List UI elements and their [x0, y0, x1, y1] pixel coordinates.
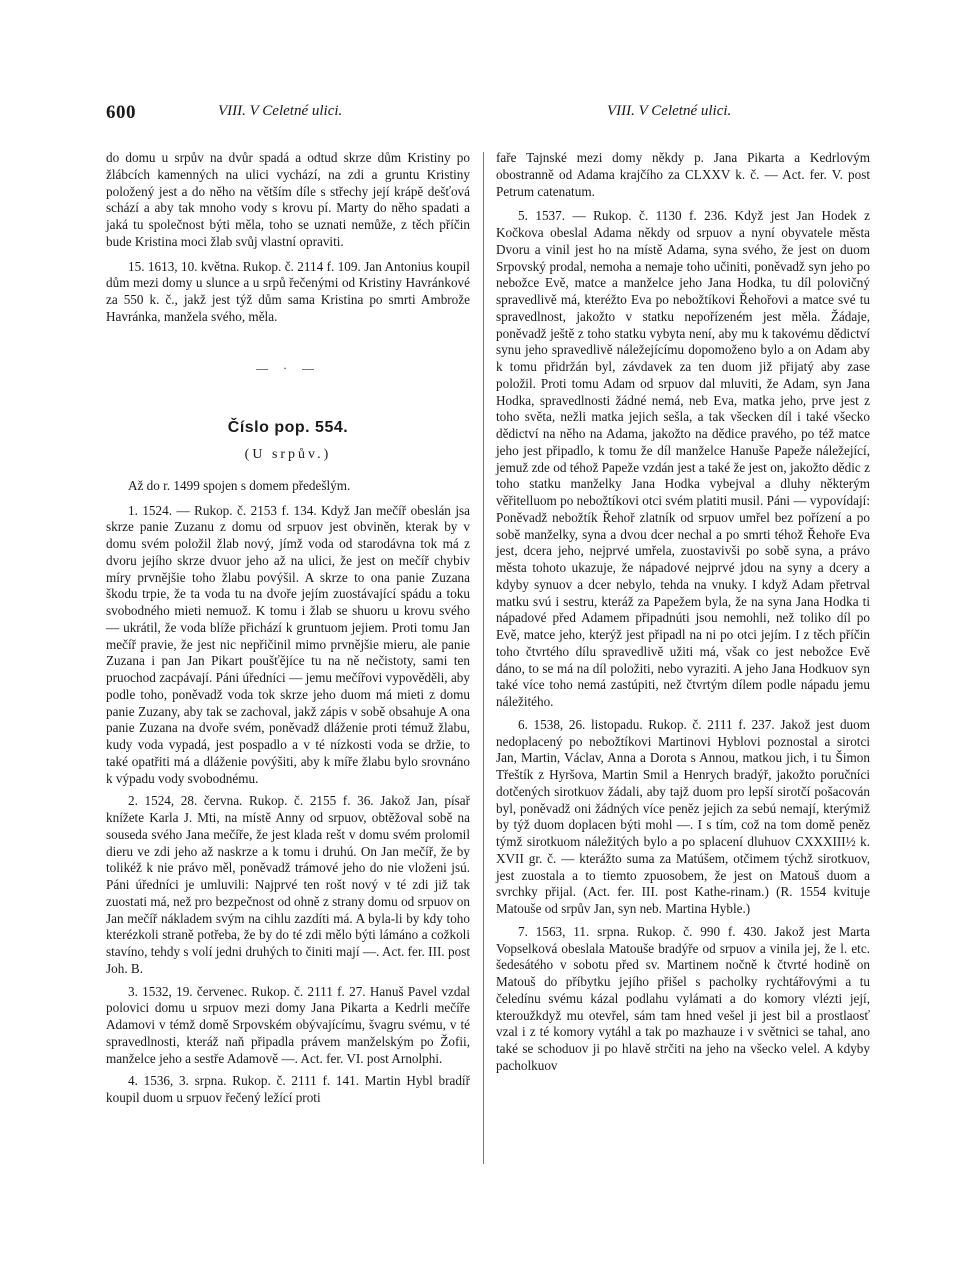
entry-1: 1. 1524. — Rukop. č. 2153 f. 134. Když Jan mečíř obeslán jsa skrze panie Zuzanu z domu od srpuov jest obviněn, kterak by v domu svém položil žlab nový, jímž voda od starodávna tok má z dvoru jejího skrze dvuor jeho až na ulici, že jest on mečíř chybiv míry prvnějšie toho žlabu povýšil. A skrze to ona panie Zuzana škodu trpie, že ta voda tu na dvoře jejím zuostávající spádu a toku svobodného mieti nemuož. K tomu i žlab se shuoru u krovu svého — ukrátil, že voda blíže přichází k gruntuom jejiem. Proti tomu Jan mečíř pravie, že jest nic nepřičinil mimo prvnějšie mieru, ale panie Zuzana i pan Jan Pikart poušťějíce tu na ně nečistoty, sami ten pruochod zacpávají. Páni úředníci — jemu mečířovi vypověděli, aby podle toho, poněvadž voda tok skrze jeho duom má mieti z domu panie Zuzany, aby tak se zachoval, jakž zápis v sobě obsahuje A ona panie Zuzana na dvoře svém, poněvadž dláženie proti témuž žlabu, kudy voda vypadá, jest pospadlo a v té nízkosti voda se držie, to také opatřiti má a dláženie povýšiti, aby k míře žlabu bylo srovnáno k výpadu vody svobodnému.	[106, 502, 470, 786]
entry-7: 7. 1563, 11. srpna. Rukop. č. 990 f. 430. Jakož jest Marta Vopselková obeslala Matouše bradýře od srpuov a vinila jej, že l. etc. šedesátého v sobotu před sv. Martinem nočně k čtvrté hodině on Matouš do příbytku jejího přišel s pacholky rychtářovými a tu čeledínu svému kázal podlahu vylámati a do komory vlézti její, kteroužkdyž mu otevřel, sám tam hned vešel ji jest bil a prostlaosť vzal i z té komory vytáhl a tak po mazhauze i v světnici se tahal, ano také se schoduov ji po hlavě strčiti na jeho na všecko velel. A kdyby pacholkuov	[496, 923, 870, 1073]
section-intro: Až do r. 1499 spojen s domem předešlým.	[128, 477, 351, 493]
entry-2: 2. 1524, 28. června. Rukop. č. 2155 f. 36. Jakož Jan, písař knížete Karla J. Mti, na místě Anny od srpuov, obtěžoval sobě na souseda svého Jana mečíře, že jest klada rešt v domu svém prolomil dieru ve zdi jeho až naskrze a k tomu i druhú. On Jan mečíř, že by tolikéž k nie právo měl, poněvadž trámové jeho do nie vloženi jsú. Páni úředníci je umluvili: Najprvé ten rošt nový v té zdi již tak zuostati má, než pro bezpečnost od ohně z strany domu od srpuov on Jan mečíř nákladem svým na cihlu zazdíti má. A byla-li by kdy toho kterézkoli straně potřeba, že by do té zdi mělo býti lámáno a cožkoli stavíno, tehdy s volí jedni druhých to činiti mají —. Act. fer. III. post Joh. B.	[106, 793, 470, 976]
section-subheading: (U srpův.)	[244, 447, 332, 462]
entry-5: 5. 1537. — Rukop. č. 1130 f. 236. Když jest Jan Hodek z Kočkova obeslal Adama někdy od srpuov a nyní obyvatele města Dvoru a vinil jest ho na místě Adama, syna svého, že jest on duom Srpovský prodal, nemoha a nemaje toho učiniti, poněvadž syn jeho po nebožce Evě, matce a manželce jeho Jana Hodka, tu díl polovičný spravedlivě má, kteréžto Eva po nebožtíkovi Řehořovi a matce své tu spravedlnost, jakožto v statku nepořízeném jest měla. Žádaje, poněvadž ještě z toho statku vybyta není, aby mu k takovému dědictví synu jeho spravedlivě náležejícímu dopomoženo bylo a on Adam aby k tomu přidržán byl, závdavek za ten duom již přijatý aby zase položil. Proti tomu Adam od srpuov dal mluviti, že Adam, syn Jana Hodka, spravedlnosti žádné nemá, neb Eva, matka jeho, prve jest z toho světa, nežli matka jejich sešla, a tak všecken díl i také všecko dědictví na něho na Adama, jakožto na dědice pravého, po též matce jeho jest připadlo, k tomu že díl manželce Hanuše Papeže náležející, jemuž zde od téhož Papeže vzdán jest a také že jest on, jakožto dědic z toho statku manželky Jana Hodka vybejval a dluhy některým věřitelluom po nebožtíkovi otci svém platiti musil. Páni — vypovídají: Poněvadž nebožtík Řehoř zlatník od srpuov umřel bez pořízení a po sobě manželky, syna a dvou dcer nechal a po smrti téhož Řehoře Eva jest, dcera jeho, nejprvé umřela, zuostavivši po sobě syna, a právo města tohoto ukazuje, že nápadové nejprvé jdou na syny a dcery a kdyby synuov a dcer nebylo, tehda na vnuky. I když Adam přetrval matku svú i sestru, kteráž za Papežem byla, že na syna Jana Hodka ti nápadové před Adamem připadnúti jsou nemohli, než toliko díl po Evě, matce jeho, kterýž jest připadl na ni po otci jejím. I z těch příčin toho čtvrtého dílu spravedlivě užiti má, však co jest nebožce Evě dáno, to se má na díl položiti, nebo vyraziti. A jeho Jana Hodkuov syn také více toho nemá zastúpiti, než čtvrtým dílem podle nápadu jemu náležitého.	[496, 208, 870, 709]
right-column	[496, 150, 870, 1075]
running-head-left: VIII. V Celetné ulici.	[218, 103, 343, 119]
continued-paragraph-right: faře Tajnské mezi domy někdy p. Jana Pikarta a Kedrlovým obostranně od Adama krajčího za CLXXV k. č. — Act. fer. V. post Petrum catenatum.	[496, 150, 870, 199]
entry-15: 15. 1613, 10. května. Rukop. č. 2114 f. 109. Jan Antonius koupil dům mezi domy u slunce a u srpů řečenými od Kristiny Havránkové za 550 k. č., jakž jest týž dům sama Kristina po smrti Ambrože Havránka, manžela svého, měla.	[106, 258, 470, 324]
section-separator: — · —	[256, 360, 320, 375]
entry-3: 3. 1532, 19. červenec. Rukop. č. 2111 f. 27. Hanuš Pavel vzdal polovici domu u srpuov mezi domy Jana Pikarta a Kedrli mečíře Adamovi v témž domě Srpovském obývajícímu, švagru svému, v té spravedlnosti, kteráž naň připadla právem manželským po Žofii, manželce jeho a sestře Adamově —. Act. fer. VI. post Arnolphi.	[106, 983, 470, 1066]
running-head-right: VIII. V Celetné ulici.	[607, 103, 732, 119]
continued-paragraph: do domu u srpův na dvůr spadá a odtud skrze dům Kristiny po žlábcích kamenných na ulici vychází, na zdi a gruntu Kristiny položený jest a do něho na větším díle s střechy její krápě dešťová schází a aby tak mnoho vody s krovu pí. Marty do něho spadati a jaká tu společnost býti měla, toho se uznati nemůže, z těch příčin bude Kristina moci žlab svůj vlastní opraviti.	[106, 150, 470, 249]
section-heading: Číslo pop. 554.	[227, 419, 349, 437]
column-divider	[483, 152, 484, 1164]
left-column	[106, 150, 470, 1107]
entry-4: 4. 1536, 3. srpna. Rukop. č. 2111 f. 141. Martin Hybl bradíř koupil duom u srpuov řečený ležící proti	[106, 1073, 470, 1105]
page-number: 600	[106, 102, 136, 123]
entry-6: 6. 1538, 26. listopadu. Rukop. č. 2111 f. 237. Jakož jest duom nedoplacený po nebožtíkovi Martinovi Hyblovi poznostal a sirotci Jan, Martin, Václav, Anna a Dorota s Annou, matkou jich, i tu Šimon Třeštík z Hyršova, Martin Smil a Henrych bradýř, jakožto poručníci dotčených sirotkuov žádali, aby tajž duom pro lepší sirotčí pošacován byl, poněvadž oni žádných více peněz jejich za sebú nemají, kterýmiž by týž duom doplacen býti mohl —. I s tím, což na tom domě peněz týmž sirotkuom náležitých bylo a po splacení dluhuov CXXXIII½ k. XVII gr. č. — kterážto suma za Matúšem, otčimem týchž sirotkuov, jest zuostala a to tiemto zpuosobem, že jest on Matouš duom a svrchky přijal. (Act. fer. III. post Kathe-rinam.) (R. 1554 kvituje Matouše od srpův Jan, syn neb. Martina Hyble.)	[496, 716, 870, 916]
